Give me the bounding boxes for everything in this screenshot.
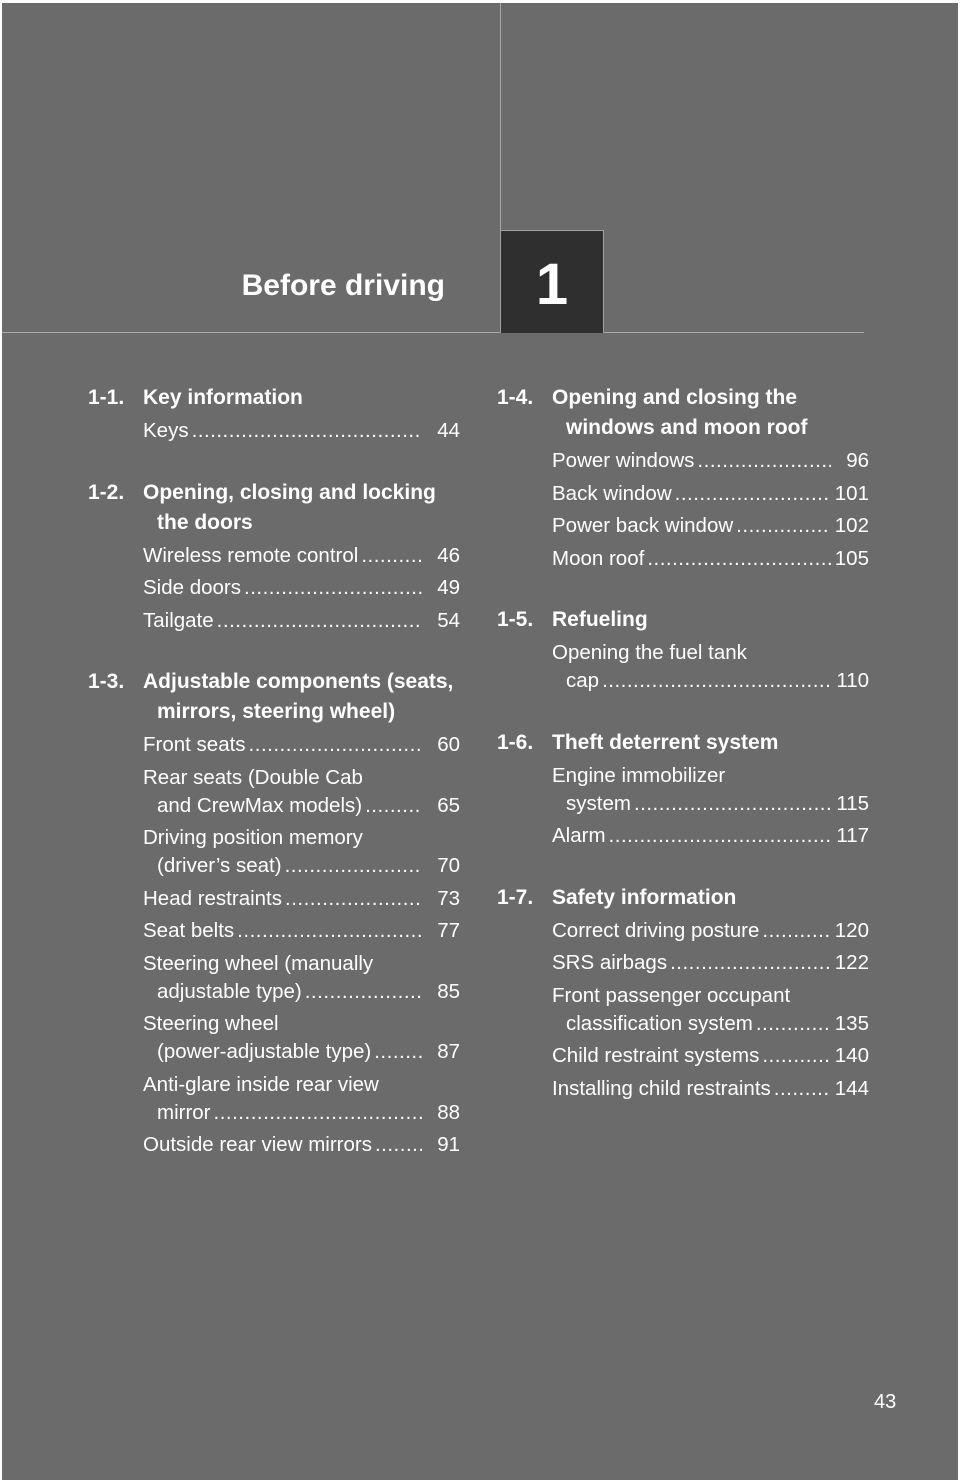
toc-entry-line — [552, 1075, 869, 1103]
toc-entry-line — [143, 885, 460, 913]
toc-entry-line — [552, 667, 869, 695]
section-items — [88, 417, 460, 450]
toc-entry-line — [143, 731, 460, 759]
toc-entry-page: 144 — [834, 1076, 869, 1100]
section-items — [88, 731, 460, 1164]
toc-entry-text: Driving position memory — [143, 826, 363, 849]
toc-section — [88, 667, 460, 1164]
toc-entry-page: 49 — [437, 576, 460, 599]
section-items — [88, 542, 460, 640]
toc-entry-page: 140 — [834, 1044, 869, 1067]
toc-entry-page: 60 — [437, 733, 460, 756]
toc-entry-text: Wireless remote control — [143, 543, 359, 567]
toc-entry-line — [552, 480, 869, 508]
toc-entry-page: 87 — [437, 1040, 460, 1063]
section-number: 1-1. — [88, 386, 125, 409]
toc-entry-text: Anti-glare inside rear view — [143, 1072, 379, 1096]
toc-section — [88, 478, 460, 640]
section-title: Opening, closing and locking the doors — [143, 480, 436, 534]
toc-entry-page: 85 — [437, 979, 460, 1003]
dot-leader — [214, 1099, 422, 1127]
toc-entry-text: and CrewMax models) — [157, 793, 363, 817]
section-items — [497, 917, 869, 1108]
section-heading — [88, 478, 460, 538]
toc-entry-text: (driver’s seat) — [157, 854, 282, 877]
section-number: 1-4. — [497, 386, 534, 409]
toc-entry[interactable] — [143, 917, 460, 950]
chapter-title: Before driving — [241, 269, 445, 302]
toc-entry-text: Opening the fuel tank — [552, 641, 747, 664]
toc-entry-line — [143, 792, 460, 820]
toc-entry[interactable] — [552, 982, 869, 1043]
dot-leader — [670, 949, 831, 977]
toc-entry[interactable] — [552, 545, 869, 578]
toc-entry-text: Front seats — [143, 733, 246, 756]
dot-leader — [762, 917, 830, 945]
toc-entry-text: Engine immobilizer — [552, 763, 726, 787]
toc-entry[interactable] — [552, 949, 869, 982]
toc-entry-page: 54 — [437, 608, 460, 632]
section-title: Adjustable components (seats, mirrors, steering wheel) — [143, 670, 454, 723]
toc-right-column — [497, 383, 869, 1135]
chapter-number: 1 — [535, 252, 569, 317]
section-heading — [497, 605, 869, 635]
toc-entry[interactable] — [143, 950, 460, 1011]
toc-entry-text: Power back window — [552, 514, 734, 537]
toc-entry-line — [143, 607, 460, 635]
toc-entry-text: Side doors — [143, 576, 242, 599]
toc-entry-text: (power-adjustable type) — [157, 1040, 372, 1063]
toc-entry[interactable] — [552, 917, 869, 950]
dot-leader — [736, 512, 831, 540]
toc-entry-page: 122 — [834, 951, 869, 974]
page-number: 43 — [874, 1391, 897, 1413]
section-title: Refueling — [552, 608, 648, 631]
dot-leader — [774, 1075, 831, 1103]
toc-entry-line — [552, 545, 869, 573]
section-number: 1-6. — [497, 730, 534, 754]
toc-entry[interactable] — [143, 574, 460, 607]
toc-entry-text: Seat belts — [143, 919, 235, 942]
toc-entry-page: 44 — [437, 419, 460, 442]
toc-entry-page: 135 — [834, 1011, 869, 1035]
toc-entry-line — [552, 447, 869, 475]
toc-entry-page: 110 — [836, 669, 869, 692]
toc-entry-line — [143, 917, 460, 945]
toc-entry-text: Child restraint systems — [552, 1044, 760, 1067]
section-heading — [497, 383, 869, 443]
toc-entry-line — [552, 822, 869, 850]
section-heading — [88, 667, 460, 727]
toc-entry-text: Head restraints — [143, 886, 283, 910]
toc-left-column — [88, 383, 460, 1192]
section-title: Key information — [143, 386, 303, 409]
toc-entry-line — [143, 1131, 460, 1159]
toc-entry-page: 88 — [437, 1100, 460, 1124]
section-number: 1-5. — [497, 608, 534, 631]
dot-leader — [285, 852, 422, 880]
toc-entry-text: Moon roof — [552, 546, 645, 570]
dot-leader — [237, 917, 422, 945]
toc-entry-page: 70 — [437, 854, 460, 877]
toc-entry-text: Steering wheel (manually — [143, 951, 374, 975]
toc-entry-text: Installing child restraints — [552, 1076, 771, 1100]
toc-entry-text: Back window — [552, 481, 672, 505]
section-heading — [497, 728, 869, 758]
toc-entry-text: Steering wheel — [143, 1012, 279, 1035]
toc-entry[interactable] — [143, 417, 460, 450]
toc-entry-line — [143, 542, 460, 570]
toc-entry[interactable] — [552, 1075, 869, 1108]
dot-leader — [609, 822, 831, 850]
dot-leader — [756, 1010, 831, 1038]
toc-entry-line — [143, 852, 460, 880]
toc-entry-page: 102 — [834, 514, 869, 537]
toc-entry-line — [552, 1042, 869, 1070]
toc-entry[interactable] — [143, 764, 460, 825]
section-title: Theft deterrent system — [552, 730, 779, 754]
toc-entry-page: 120 — [834, 918, 869, 942]
toc-entry-page: 115 — [836, 791, 869, 815]
toc-entry-text: mirror — [157, 1100, 211, 1124]
toc-entry-line — [552, 1010, 869, 1038]
section-items — [497, 447, 869, 577]
toc-entry-page: 105 — [834, 546, 869, 570]
toc-entry-line — [552, 790, 869, 818]
toc-entry-text: Rear seats (Double Cab — [143, 765, 363, 789]
toc-entry-page: 91 — [437, 1133, 460, 1156]
toc-entry-text: Power windows — [552, 449, 695, 472]
toc-entry-page: 73 — [437, 886, 460, 910]
section-number: 1-2. — [88, 480, 125, 504]
dot-leader — [249, 731, 422, 759]
dot-leader — [697, 447, 831, 475]
section-title: Safety information — [552, 885, 737, 909]
dot-leader — [375, 1131, 422, 1159]
toc-entry-page: 65 — [437, 793, 460, 817]
section-items — [497, 762, 869, 855]
toc-entry[interactable] — [552, 762, 869, 823]
toc-entry-line — [143, 978, 460, 1006]
toc-entry-line — [143, 1099, 460, 1127]
toc-entry-text: system — [566, 791, 631, 815]
toc-section — [497, 883, 869, 1108]
toc-entry-line — [143, 417, 460, 445]
dot-leader — [762, 1042, 830, 1070]
toc-entry-page: 96 — [846, 449, 869, 472]
toc-entry[interactable] — [552, 512, 869, 545]
toc-entry-text: Front passenger occupant — [552, 983, 791, 1007]
dot-leader — [192, 417, 422, 445]
toc-entry[interactable] — [552, 447, 869, 480]
toc-entry-text: Keys — [143, 419, 189, 442]
toc-entry-text: SRS airbags — [552, 951, 668, 974]
toc-entry-page: 77 — [437, 919, 460, 942]
dot-leader — [602, 667, 831, 695]
manual-page — [2, 3, 958, 1480]
toc-entry[interactable] — [143, 885, 460, 918]
toc-entry-page: 46 — [437, 543, 460, 567]
section-heading — [88, 383, 460, 413]
toc-entry-line — [552, 512, 869, 540]
header-horizontal-rule — [2, 332, 864, 333]
toc-entry-text: cap — [566, 669, 600, 692]
toc-entry[interactable] — [143, 1131, 460, 1164]
toc-entry[interactable] — [552, 822, 869, 855]
header-vertical-rule — [500, 3, 501, 230]
toc-entry[interactable] — [552, 1042, 869, 1075]
dot-leader — [374, 1038, 422, 1066]
toc-section — [497, 383, 869, 577]
toc-entry-page: 117 — [836, 824, 869, 847]
dot-leader — [634, 790, 831, 818]
section-number: 1-7. — [497, 885, 534, 909]
dot-leader — [361, 542, 422, 570]
section-items — [497, 639, 869, 700]
toc-entry-line — [552, 917, 869, 945]
section-number: 1-3. — [88, 670, 125, 693]
toc-entry-text: classification system — [566, 1011, 753, 1035]
toc-section — [88, 383, 460, 450]
toc-entry[interactable] — [143, 824, 460, 885]
toc-entry-text: Outside rear view mirrors — [143, 1133, 372, 1156]
toc-entry-text: Tailgate — [143, 608, 214, 632]
toc-entry[interactable] — [143, 1071, 460, 1132]
dot-leader — [244, 574, 422, 602]
dot-leader — [365, 792, 422, 820]
toc-section — [497, 605, 869, 700]
toc-entry[interactable] — [143, 1010, 460, 1071]
toc-entry-text: Alarm — [552, 824, 606, 847]
chapter-number-box — [500, 230, 604, 333]
toc-entry[interactable] — [143, 731, 460, 764]
toc-entry-line — [143, 1038, 460, 1066]
toc-entry-text: adjustable type) — [157, 979, 302, 1003]
dot-leader — [675, 480, 831, 508]
dot-leader — [217, 607, 422, 635]
section-heading — [497, 883, 869, 913]
toc-entry[interactable] — [143, 607, 460, 640]
toc-entry-line — [143, 574, 460, 602]
toc-entry[interactable] — [552, 480, 869, 513]
section-title: Opening and closing the windows and moon roof — [552, 386, 808, 439]
toc-entry-page: 101 — [834, 481, 869, 505]
dot-leader — [647, 545, 830, 573]
toc-entry[interactable] — [552, 639, 869, 700]
toc-entry-line — [552, 949, 869, 977]
toc-section — [497, 728, 869, 855]
dot-leader — [305, 978, 422, 1006]
toc-entry[interactable] — [143, 542, 460, 575]
toc-entry-text: Correct driving posture — [552, 918, 760, 942]
dot-leader — [285, 885, 422, 913]
